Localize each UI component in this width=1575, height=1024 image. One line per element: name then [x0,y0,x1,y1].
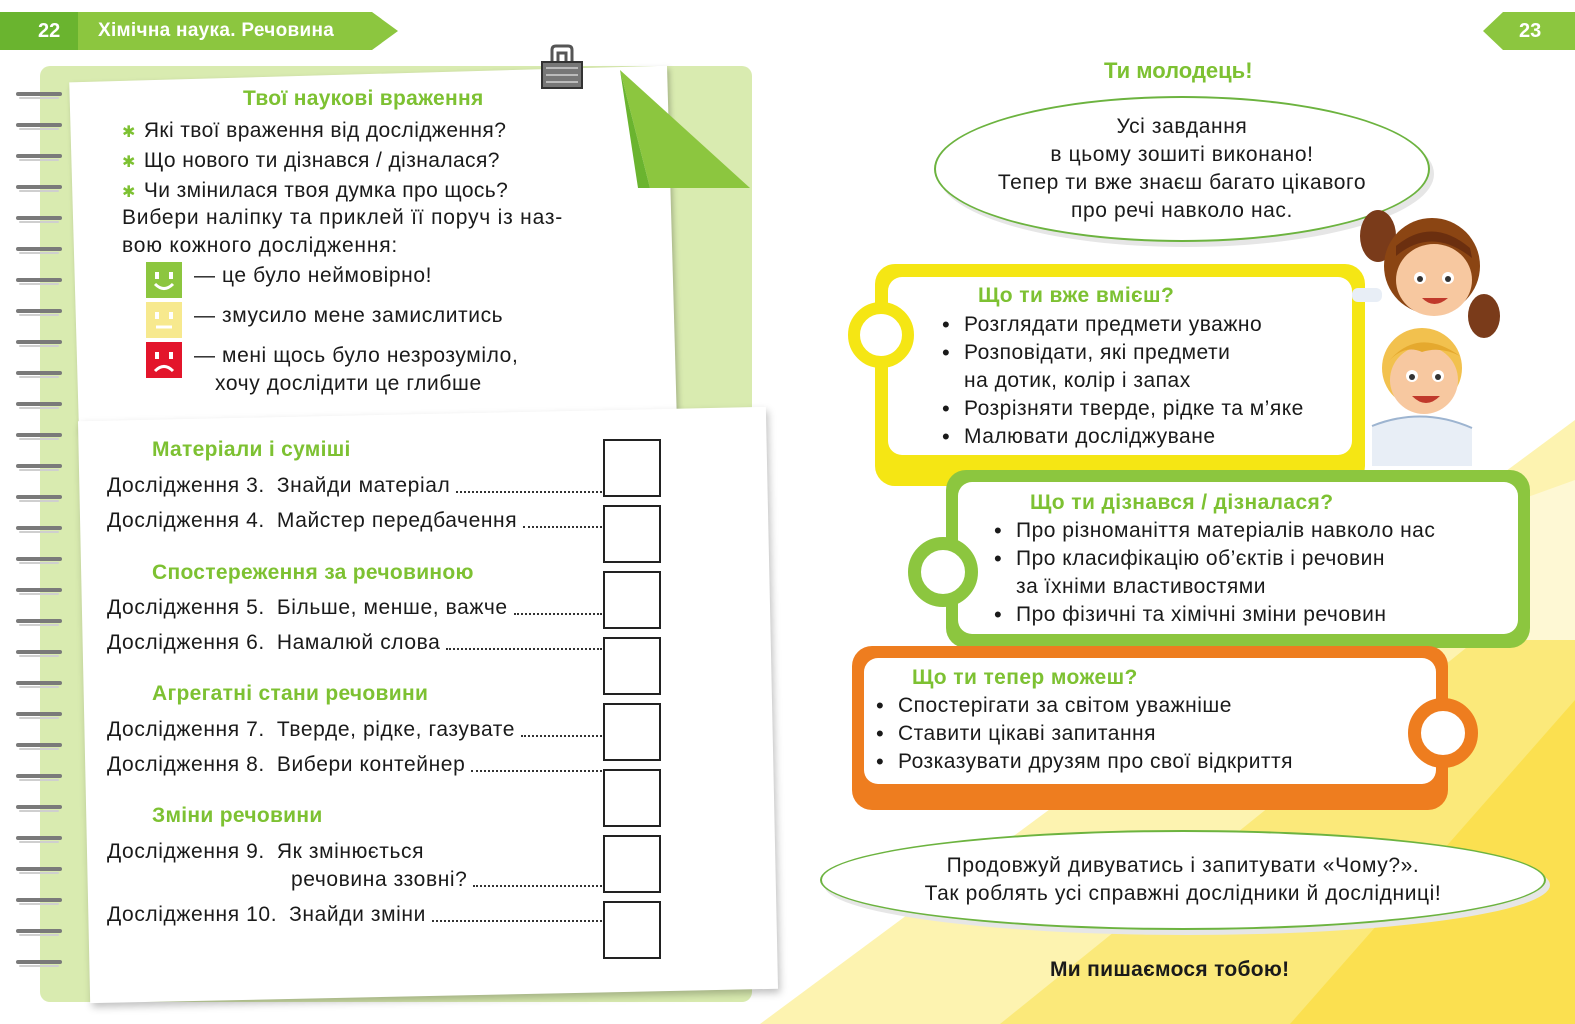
research-row: Дослідження 9. Як змінюється [107,840,425,863]
can-title: Що ти тепер можеш? [912,666,1138,689]
can-list [876,692,1293,776]
list-item: • Про фізичні та хімічні зміни речовин [994,601,1435,629]
impressions-title: Твої наукові враження [243,87,484,110]
research-row: Дослідження 7. Тверде, рідке, газувате [107,718,602,742]
learned-title: Що ти дізнався / дізналася? [1030,491,1334,514]
star-icon: ✱ [122,124,136,141]
research-row: Дослідження 4. Майстер передбачення [107,509,602,533]
ring-icon [1408,698,1478,768]
research-row: Дослідження 10. Знайди зміни [107,903,602,927]
research-row: Дослідження 5. Більше, менше, важче [107,596,602,620]
left-page-header [0,12,400,50]
skills-title: Що ти вже вмієш? [978,284,1175,307]
encouragement-bubble: Продовжуй дивуватись і запитувати «Чому?». Так роблять усі справжні дослідники й дослідниці! [820,830,1546,930]
list-item: • Спостерігати за світом уважніше [876,692,1293,720]
research-row-continued: речовина ззовні? [107,868,602,892]
sticker-box[interactable] [603,703,661,761]
section-title: Агрегатні стани речовини [152,682,429,705]
sticker-box[interactable] [603,901,661,959]
completion-bubble: Усі завдання в цьому зошиті виконано! Тепер ти вже знаєш багато цікавого про речі навколо нас. [934,96,1430,242]
page-fold-corner [620,70,752,190]
list-item: ✱ Чи змінилася твоя думка про щось? [122,179,509,202]
list-item: • Малювати досліджуване [942,423,1304,451]
sticker-legend-amazing: — це було неймовірно! [146,262,432,298]
skills-list [942,311,1304,451]
star-icon: ✱ [122,184,136,201]
right-page-header [1483,12,1575,50]
binder-clip-icon [538,44,586,90]
section-title: Спостереження за речовиною [152,561,474,584]
sticker-instruction: Вибери наліпку та приклей її поруч із наз- вою кожного дослідження: [122,206,564,257]
spiral-binding [16,84,76,984]
bravo-heading: Ти молодець! [1104,58,1253,83]
sad-face-icon [146,342,182,378]
sticker-box[interactable] [603,835,661,893]
neutral-face-icon [146,302,182,338]
section-title: Матеріали і суміші [152,438,351,461]
ring-icon [848,302,914,368]
star-icon: ✱ [122,154,136,171]
list-item: • Розглядати предмети уважно [942,311,1304,339]
sticker-box[interactable] [603,439,661,497]
list-item: за їхніми властивостями [1016,575,1266,598]
list-item: • Ставити цікаві запитання [876,720,1293,748]
learned-list [994,517,1435,629]
chapter-title: Хімічна наука. Речовина [98,20,335,41]
list-item: • Про різноманіття матеріалів навколо нас [994,517,1435,545]
research-row: Дослідження 6. Намалюй слова [107,631,602,655]
sticker-box[interactable] [603,571,661,629]
sticker-legend-unclear: — мені щось було незрозуміло, хочу дослідити це глибше [146,342,518,398]
section-title: Зміни речовини [152,804,323,827]
list-item: • Про класифікацію об’єктів і речовин [994,545,1435,573]
right-page-number: 23 [1519,20,1542,42]
list-item: • Розрізняти тверде, рідке та м’яке [942,395,1304,423]
research-row: Дослідження 8. Вибери контейнер [107,753,602,777]
kids-illustration [1352,196,1502,466]
list-item: ✱ Які твої враження від дослідження? [122,119,507,142]
sticker-box[interactable] [603,769,661,827]
sticker-box[interactable] [603,505,661,563]
list-item: • Розповідати, які предмети [942,339,1304,367]
smile-face-icon [146,262,182,298]
list-item: ✱ Що нового ти дізнався / дізналася? [122,149,500,172]
question-list [122,117,508,207]
left-page-number: 22 [38,20,61,42]
list-item: на дотик, колір і запах [964,369,1191,392]
sticker-legend-think: — змусило мене замислитись [146,302,503,338]
proud-message: Ми пишаємося тобою! [1050,958,1290,981]
list-item: • Розказувати друзям про свої відкриття [876,748,1293,776]
ring-icon [908,537,978,607]
research-row: Дослідження 3. Знайди матеріал [107,474,602,498]
sticker-box[interactable] [603,637,661,695]
